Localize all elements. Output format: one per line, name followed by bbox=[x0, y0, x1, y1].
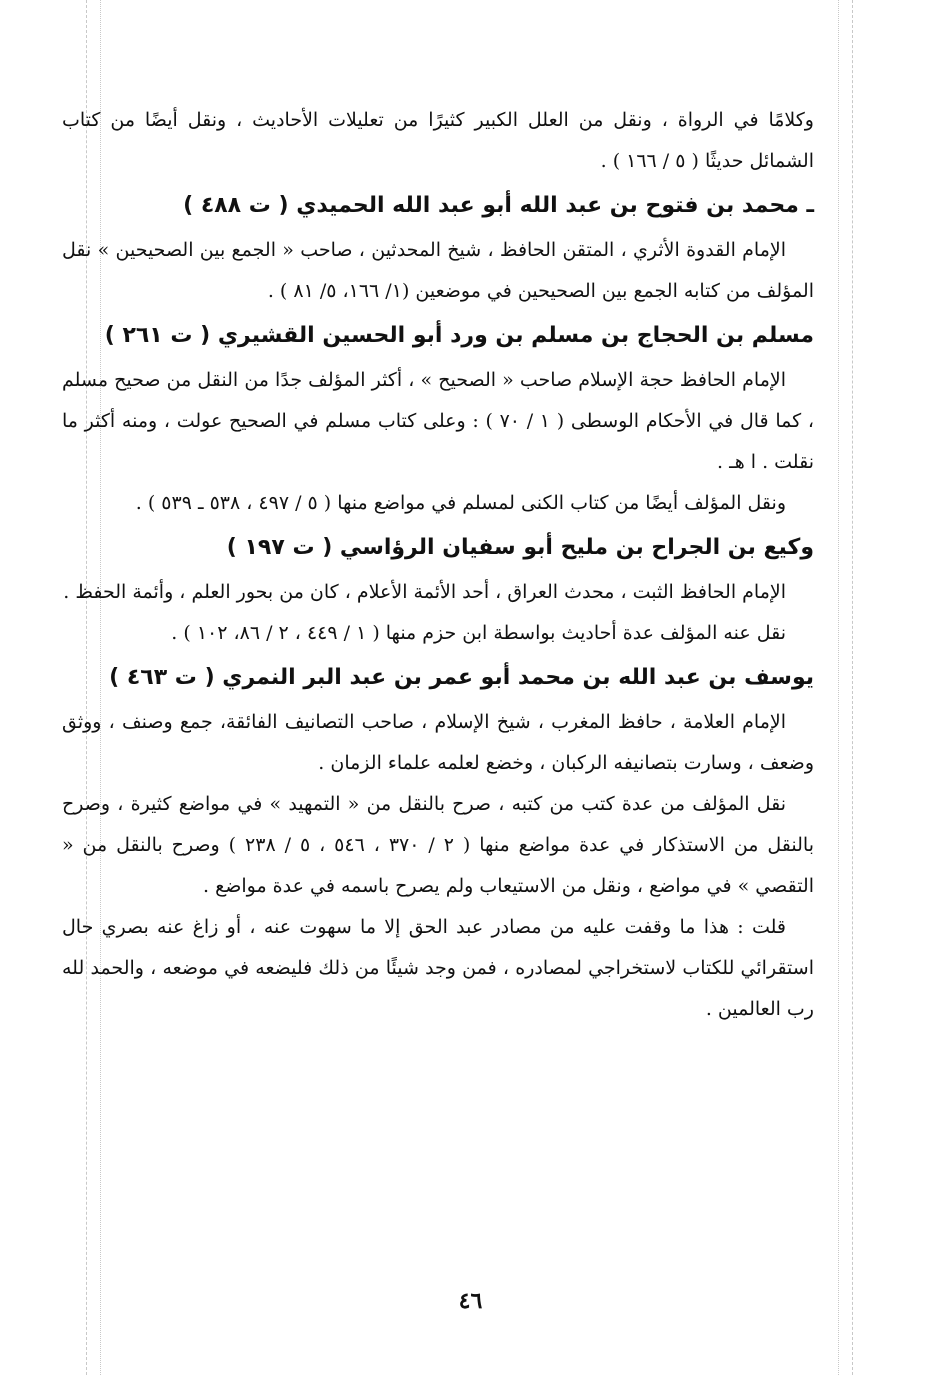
paragraph: الإمام العلامة ، حافظ المغرب ، شيخ الإسلام ، صاحب التصانيف الفائقة، جمع وصنف ، ووثق وضعف ، وسارت بتصانيفه الركبان ، وخضع لعلمه علماء الزمان . bbox=[62, 711, 814, 774]
page-body bbox=[62, 100, 814, 1030]
scan-artifact-line bbox=[838, 0, 839, 1375]
scan-artifact-line bbox=[852, 0, 853, 1375]
paragraph: قلت : هذا ما وقفت عليه من مصادر عبد الحق إلا ما سهوت عنه ، أو زاغ عنه بصري حال استقرائي للكتاب لاستخراجي لمصادره ، فمن وجد شيئًا من ذلك فليضعه في موضعه ، والحمد لله رب العالمين . bbox=[62, 916, 814, 1020]
paragraph: ونقل المؤلف أيضًا من كتاب الكنى لمسلم في مواضع منها ( ٥ / ٤٩٧ ، ٥٣٨ ـ ٥٣٩ ) . bbox=[135, 492, 786, 514]
paragraph: الإمام الحافظ الثبت ، محدث العراق ، أحد الأئمة الأعلام ، كان من بحور العلم ، وأئمة الحفظ . bbox=[63, 581, 786, 603]
paragraph: وكلامًا في الرواة ، ونقل من العلل الكبير كثيرًا من تعليلات الأحاديث ، ونقل أيضًا من كتاب الشمائل حديثًا ( ٥ / ١٦٦ ) . bbox=[62, 109, 814, 172]
paragraph: الإمام الحافظ حجة الإسلام صاحب « الصحيح » ، أكثر المؤلف جدًا من النقل من صحيح مسلم ، كما قال في الأحكام الوسطى ( ١ / ٧٠ ) : وعلى كتاب مسلم في الصحيح عولت ، ومنه أكثر ما نقلت . ا هـ . bbox=[62, 369, 814, 473]
paragraph: الإمام القدوة الأثري ، المتقن الحافظ ، شيخ المحدثين ، صاحب « الجمع بين الصحيحين » نقل المؤلف من كتابه الجمع بين الصحيحين في موضعين (١/ ١٦٦، ٥/ ٨١ ) . bbox=[62, 239, 814, 302]
section-heading: يوسف بن عبد الله بن محمد أبو عمر بن عبد البر النمري ( ت ٤٦٣ ) bbox=[109, 665, 814, 690]
paragraph: نقل عنه المؤلف عدة أحاديث بواسطة ابن حزم منها ( ١ / ٤٤٩ ، ٢ / ٨٦، ١٠٢ ) . bbox=[171, 622, 786, 644]
section-heading: مسلم بن الحجاج بن مسلم بن ورد أبو الحسين القشيري ( ت ٢٦١ ) bbox=[104, 323, 814, 348]
section-heading: ـ محمد بن فتوح بن عبد الله أبو عبد الله الحميدي ( ت ٤٨٨ ) bbox=[183, 193, 814, 218]
page-number: ٤٦ bbox=[458, 1288, 483, 1314]
section-heading: وكيع بن الجراح بن مليح أبو سفيان الرؤاسي ( ت ١٩٧ ) bbox=[226, 535, 814, 560]
paragraph: نقل المؤلف من عدة كتب من كتبه ، صرح بالنقل من « التمهيد » في مواضع كثيرة ، وصرح بالنقل من الاستذكار في عدة مواضع منها ( ٢ / ٣٧٠ ، ٥٤٦ ، ٥ / ٢٣٨ ) وصرح بالنقل من « التقصي » في مواضع ، ونقل من الاستيعاب ولم يصرح باسمه في عدة مواضع . bbox=[62, 793, 814, 897]
